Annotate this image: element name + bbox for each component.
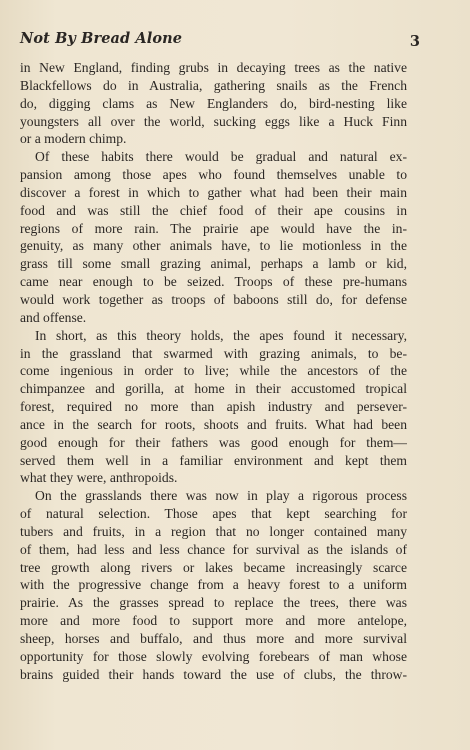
- text-line: good enough for their fathers was good enough for them—: [20, 434, 407, 450]
- text-line: chimpanzee and gorilla, at home in their accustomed tropical: [20, 381, 407, 397]
- page-number: 3: [409, 33, 420, 50]
- text-line: sheep, horses and buffalo, and thus more and more survival: [20, 631, 407, 646]
- text-line: come ingenious in order to live; while the ancestors of the: [20, 363, 407, 379]
- text-line: served them well in a familiar environment and kept them: [20, 452, 407, 468]
- text-line: of them, had less and less chance for survival as the islands of: [20, 541, 407, 557]
- text-line: On the grasslands there was now in play a rigorous process: [35, 488, 407, 504]
- text-line: would work together as troops of baboons still do, for defense: [20, 291, 407, 307]
- text-line: and offense.: [20, 309, 87, 325]
- text-line: youngsters all over the world, sucking eggs like a Huck Finn: [20, 113, 407, 129]
- text-line: Of these habits there would be gradual and natural ex-: [35, 149, 407, 165]
- text-line: regions of more rain. The prairie ape would have the in-: [20, 220, 407, 236]
- text-line: genuity, as many other animals have, to lie motionless in the: [20, 238, 407, 254]
- body-text: [20, 59, 407, 684]
- text-line: pansion among those apes who found themselves unable to: [20, 167, 407, 183]
- text-line: discover a forest in which to gather what had been their main: [20, 184, 407, 200]
- paragraph: [20, 327, 407, 488]
- text-line: tree growth along rivers or lakes became increasingly scarce: [20, 559, 407, 575]
- text-line: food and was still the chief food of their ape cousins in: [20, 202, 407, 218]
- paragraph: [20, 148, 407, 326]
- page-header: [20, 30, 420, 52]
- text-line: what they were, anthropoids.: [20, 470, 178, 486]
- text-line: tubers and fruits, in a region that no longer contained many: [20, 523, 407, 539]
- text-line: prairie. As the grasses spread to replace the trees, there was: [20, 595, 407, 611]
- running-title: Not By Bread Alone: [20, 30, 183, 47]
- text-line: Blackfellows do in Australia, gathering snails as the French: [20, 77, 407, 93]
- text-line: in the grassland that swarmed with grazing animals, to be-: [20, 345, 407, 361]
- text-line: do, digging clams as New Englanders do, bird-nesting like: [20, 95, 407, 111]
- text-line: In short, as this theory holds, the apes found it necessary,: [35, 327, 407, 343]
- text-line: brains guided their hands toward the use of clubs, the throw-: [20, 666, 407, 682]
- text-line: came near enough to be seized. Troops of these pre-humans: [20, 274, 407, 290]
- text-line: more and more food to support more and more antelope,: [20, 613, 407, 629]
- text-line: forest, required no more than apish industry and persever-: [20, 399, 407, 415]
- text-line: ance in the search for roots, shoots and fruits. What had been: [20, 416, 407, 432]
- paragraph: [20, 487, 407, 683]
- text-line: in New England, finding grubs in decaying trees as the native: [20, 60, 407, 75]
- text-line: opportunity for those slowly evolving forebears of man whose: [20, 648, 407, 664]
- text-line: with the progressive change from a heavy forest to a uniform: [20, 577, 407, 593]
- paragraph: [20, 59, 407, 148]
- text-line: grass till some small grazing animal, perhaps a lamb or kid,: [20, 256, 407, 272]
- text-line: of natural selection. Those apes that kept searching for: [20, 506, 407, 522]
- text-line: or a modern chimp.: [20, 131, 127, 147]
